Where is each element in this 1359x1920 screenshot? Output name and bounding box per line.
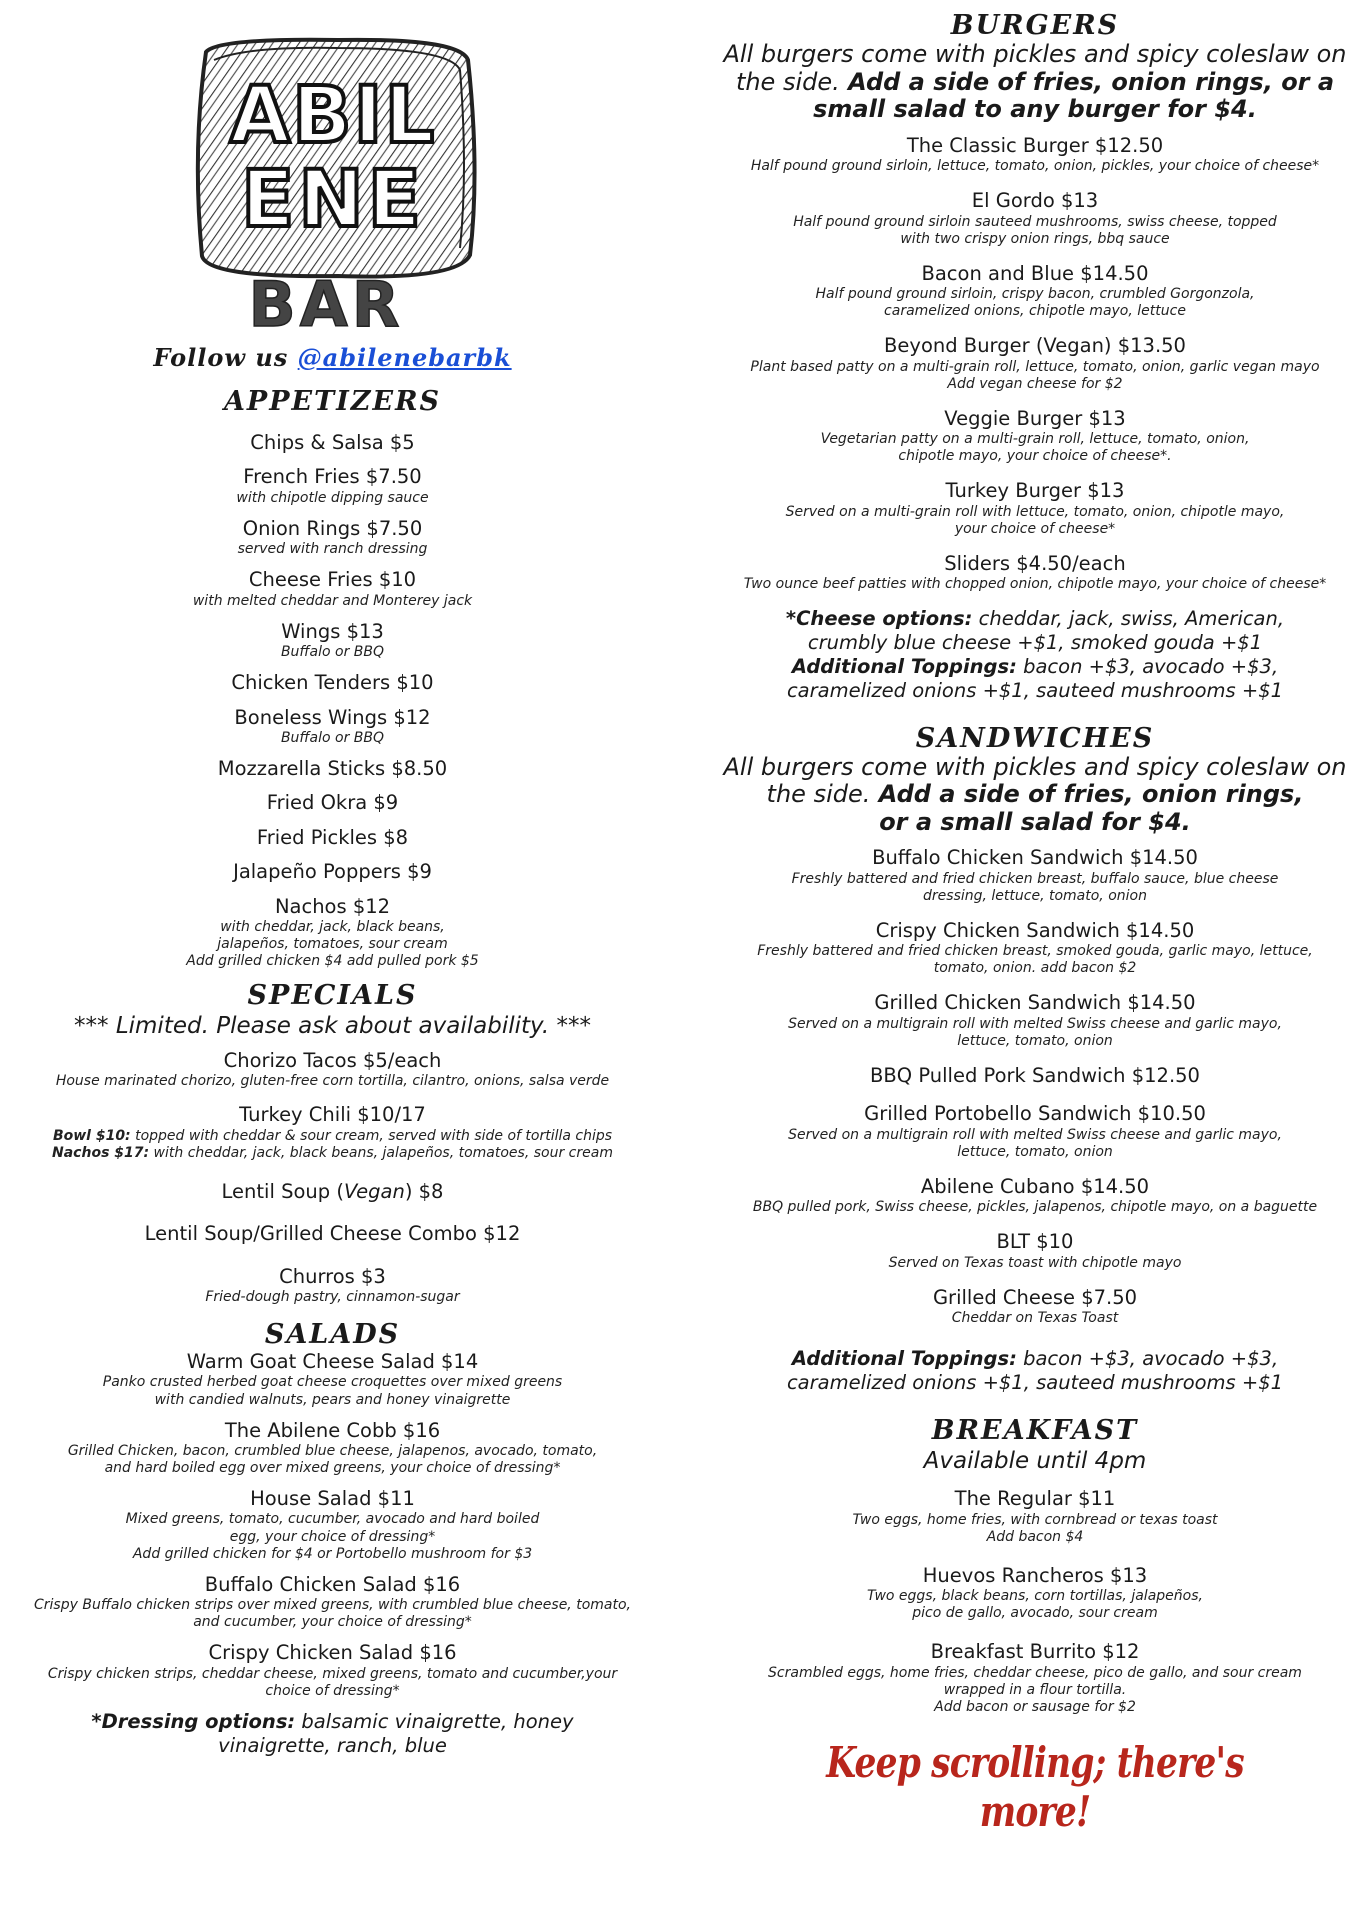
item-name: Grilled Portobello Sandwich $10.50 [864, 1102, 1206, 1126]
item-description: Crispy Buffalo chicken strips over mixed greens, with crumbled blue cheese, tomato, and cucumber, your choice of dressing* [34, 1597, 631, 1631]
menu-item [715, 1064, 1355, 1088]
item-name: Veggie Burger $13 [944, 406, 1126, 430]
menu-item [0, 431, 665, 455]
item-description: with cheddar, jack, black beans, jalapeños, tomatoes, sour cream Add grilled chicken $4 add pulled pork $5 [186, 918, 479, 970]
specials-title: SPECIALS [247, 980, 418, 1012]
item-name: Turkey Chili $10/17 [239, 1103, 426, 1127]
specials-section [0, 980, 665, 1306]
breakfast-note: Available until 4pm [923, 1447, 1147, 1474]
cheese-options: *Cheese options: cheddar, jack, swiss, American, crumbly blue cheese +$1, smoked gouda +$1 Additional Toppings: bacon +$3, avocado +$3, caramelized onions +$1, sauteed mushrooms +$1 [785, 607, 1285, 702]
menu-item [715, 846, 1355, 905]
menu-item [715, 1640, 1355, 1716]
item-name: Crispy Chicken Salad $16 [208, 1641, 457, 1665]
menu-item [715, 189, 1355, 248]
sandwiches-section [715, 723, 1355, 1395]
item-name: Huevos Rancheros $13 [922, 1563, 1148, 1587]
item-name: The Regular $11 [954, 1487, 1116, 1511]
item-description: Freshly battered and fried chicken breast, smoked gouda, garlic mayo, lettuce, tomato, onion. add bacon $2 [757, 943, 1313, 977]
item-name: Lentil Soup/Grilled Cheese Combo $12 [144, 1222, 521, 1246]
item-name: Mozzarella Sticks $8.50 [217, 757, 448, 781]
menu-item [0, 1350, 665, 1409]
item-description: Mixed greens, tomato, cucumber, avocado and hard boiled egg, your choice of dressing* Add grilled chicken for $4 or Portobello mushroom for $3 [125, 1511, 540, 1562]
menu-item [715, 479, 1355, 538]
breakfast-title: BREAKFAST [931, 1414, 1139, 1446]
burgers-section [715, 10, 1355, 703]
menu-item [0, 671, 665, 695]
burgers-title: BURGERS [950, 10, 1120, 41]
item-name: Sliders $4.50/each [944, 551, 1126, 575]
item-description: Two ounce beef patties with chopped onion, chipotle mayo, your choice of cheese* [743, 576, 1327, 593]
item-name: Abilene Cubano $14.50 [920, 1174, 1150, 1198]
item-name: The Abilene Cobb $16 [224, 1418, 441, 1442]
salads-title: SALADS [264, 1319, 401, 1350]
item-description: Grilled Chicken, bacon, crumbled blue cheese, jalapenos, avocado, tomato, and hard boiled egg over mixed greens, your choice of dressing* [67, 1442, 598, 1477]
nachos-text: with cheddar, jack, black beans, jalapeños, tomatoes, sour cream [149, 1144, 613, 1161]
item-name: Grilled Cheese $7.50 [932, 1285, 1138, 1309]
item-name: The Classic Burger $12.50 [906, 133, 1164, 157]
item-description: House marinated chorizo, gluten-free corn tortilla, cilantro, onions, salsa verde [55, 1073, 610, 1090]
abilene-bar-logo [188, 30, 478, 335]
menu-item [0, 568, 665, 609]
item-description: Buffalo or BBQ [280, 644, 385, 661]
menu-item [715, 1487, 1355, 1546]
item-name: Fried Okra $9 [266, 791, 399, 815]
bowl-label: Bowl $10: [52, 1127, 131, 1144]
menu-item [0, 895, 665, 971]
nachos-label: Nachos $17: [52, 1144, 150, 1161]
menu-item [0, 791, 665, 815]
item-description: with melted cheddar and Monterey jack [192, 592, 473, 609]
item-description: Panko crusted herbed goat cheese croquettes over mixed greens with candied walnuts, pears and honey vinaigrette [102, 1374, 563, 1408]
menu-item [715, 991, 1355, 1050]
menu-item [0, 826, 665, 850]
sandwiches-note: All burgers come with pickles and spicy coleslaw on the side. Add a side of fries, onion rings, or a small salad for $4. [723, 752, 1347, 836]
item-name: El Gordo $13 [971, 189, 1099, 213]
item-description: Half pound ground sirloin, crispy bacon, crumbled Gorgonzola, caramelized onions, chipotle mayo, lettuce [815, 286, 1255, 320]
item-name: Chips & Salsa $5 [250, 431, 415, 455]
menu-item [0, 757, 665, 781]
item-name: Chorizo Tacos $5/each [223, 1048, 442, 1072]
sandwiches-title: SANDWICHES [915, 722, 1155, 754]
item-name: Beyond Burger (Vegan) $13.50 [884, 334, 1186, 358]
item-description: Served on Texas toast with chipotle mayo [888, 1254, 1182, 1271]
item-name: Chicken Tenders $10 [231, 671, 434, 695]
sandwich-toppings: Additional Toppings: bacon +$3, avocado +$3, caramelized onions +$1, sauteed mushrooms +$1 [786, 1347, 1284, 1394]
menu-item [0, 1641, 665, 1700]
item-description: Served on a multigrain roll with melted Swiss cheese and garlic mayo, lettuce, tomato, onion [788, 1126, 1282, 1160]
burgers-note: All burgers come with pickles and spicy coleslaw on the side. Add a side of fries, onion rings, or a small salad to any burger for $4. [723, 40, 1347, 124]
item-description: Fried-dough pastry, cinnamon-sugar [205, 1288, 460, 1305]
item-description: Served on a multi-grain roll with lettuce, tomato, onion, chipotle mayo, your choice of cheese* [785, 503, 1285, 537]
item-name: Bacon and Blue $14.50 [921, 261, 1149, 285]
item-description: Freshly battered and fried chicken breast, buffalo sauce, blue cheese dressing, lettuce, tomato, onion [791, 870, 1279, 904]
menu-item [715, 262, 1355, 321]
menu-item [715, 1102, 1355, 1161]
item-name: Churros $3 [279, 1264, 386, 1288]
item-description [0, 1128, 665, 1162]
menu-item [0, 1419, 665, 1478]
item-name: Fried Pickles $8 [256, 825, 409, 849]
appetizers-title: APPETIZERS [223, 386, 442, 417]
salads-list [0, 1350, 665, 1700]
follow-label: Follow us [153, 343, 298, 372]
menu-item [715, 407, 1355, 466]
menu-item [0, 1487, 665, 1563]
left-column [0, 0, 665, 1771]
logo-line-2: ENE [240, 155, 425, 245]
menu-item [715, 1564, 1355, 1623]
menu-item [715, 1175, 1355, 1216]
item-name: Boneless Wings $12 [234, 705, 431, 729]
item-name: Breakfast Burrito $12 [930, 1640, 1140, 1664]
menu-item [715, 134, 1355, 175]
menu-item [715, 1286, 1355, 1327]
item-description: Cheddar on Texas Toast [951, 1310, 1119, 1327]
item-name: Wings $13 [281, 619, 384, 643]
menu-item [715, 552, 1355, 593]
menu-item [0, 620, 665, 661]
appetizers-section [0, 386, 665, 970]
item-name: Crispy Chicken Sandwich $14.50 [875, 918, 1195, 942]
specials-note: *** Limited. Please ask about availability. *** [74, 1013, 591, 1040]
item-description: Scrambled eggs, home fries, cheddar cheese, pico de gallo, and sour cream wrapped in a flour tortilla. Add bacon or sausage for $2 [768, 1664, 1302, 1715]
item-name: House Salad $11 [250, 1487, 415, 1511]
breakfast-list [715, 1487, 1355, 1716]
item-description: Buffalo or BBQ [280, 729, 385, 746]
item-name: Cheese Fries $10 [248, 568, 417, 592]
item-name: Lentil Soup (Vegan) $8 [221, 1179, 444, 1203]
item-name: Jalapeño Poppers $9 [233, 860, 432, 884]
item-description: Served on a multigrain roll with melted Swiss cheese and garlic mayo, lettuce, tomato, onion [788, 1015, 1282, 1049]
item-name: BLT $10 [996, 1230, 1074, 1254]
menu-item [0, 1180, 665, 1204]
item-description: served with ranch dressing [237, 541, 428, 558]
menu-item [0, 465, 665, 506]
item-name: Nachos $12 [274, 894, 391, 918]
burgers-list [715, 134, 1355, 594]
item-name: Onion Rings $7.50 [242, 516, 423, 540]
breakfast-section [715, 1415, 1355, 1716]
item-name: Turkey Burger $13 [945, 479, 1125, 503]
item-name: Warm Goat Cheese Salad $14 [186, 1350, 479, 1374]
item-name: Buffalo Chicken Sandwich $14.50 [872, 846, 1198, 870]
bowl-text: topped with cheddar & sour cream, served with side of tortilla chips [130, 1127, 613, 1144]
item-name: Buffalo Chicken Salad $16 [204, 1572, 461, 1596]
item-description: BBQ pulled pork, Swiss cheese, pickles, jalapenos, chipotle mayo, on a baguette [752, 1199, 1318, 1216]
instagram-handle-link[interactable]: @abilenebarbk [297, 343, 512, 372]
right-column [715, 0, 1355, 1836]
follow-us [0, 343, 665, 372]
menu-item [0, 1573, 665, 1632]
item-description: Plant based patty on a multi-grain roll, lettuce, tomato, onion, garlic vegan mayo Add vegan cheese for $2 [750, 358, 1320, 392]
menu-item [0, 1103, 665, 1162]
menu-item [715, 919, 1355, 978]
item-name: French Fries $7.50 [243, 465, 422, 489]
item-description: Vegetarian patty on a multi-grain roll, lettuce, tomato, onion, chipotle mayo, your choice of cheese*. [820, 431, 1250, 465]
appetizers-list [0, 431, 665, 970]
logo-line-1: ABIL [229, 71, 436, 161]
item-name: Grilled Chicken Sandwich $14.50 [874, 991, 1196, 1015]
item-description: Half pound ground sirloin sauteed mushrooms, swiss cheese, topped with two crispy onion rings, bbq sauce [793, 213, 1277, 247]
item-description: with chipotle dipping sauce [236, 489, 429, 506]
dressing-options: *Dressing options: balsamic vinaigrette, honey vinaigrette, ranch, blue [91, 1709, 574, 1757]
item-description: Half pound ground sirloin, lettuce, tomato, onion, pickles, your choice of cheese* [750, 158, 1320, 175]
menu-item [715, 334, 1355, 393]
menu-item [0, 1222, 665, 1246]
menu-item [0, 1265, 665, 1306]
menu-item [0, 1049, 665, 1090]
sandwiches-list [715, 846, 1355, 1327]
item-description: Crispy chicken strips, cheddar cheese, mixed greens, tomato and cucumber,your choice of dressing* [47, 1665, 618, 1699]
logo-line-3: BAR [248, 268, 403, 335]
item-description: Two eggs, home fries, with cornbread or texas toast Add bacon $4 [852, 1511, 1218, 1545]
menu-item [715, 1230, 1355, 1271]
keep-scrolling-banner: Keep scrolling; there's more! [826, 1738, 1244, 1837]
salads-section [0, 1319, 665, 1757]
menu-item [0, 517, 665, 558]
item-description: Two eggs, black beans, corn tortillas, jalapeños, pico de gallo, avocado, sour cream [867, 1588, 1203, 1622]
menu-item [0, 860, 665, 884]
menu-item [0, 706, 665, 747]
item-name: BBQ Pulled Pork Sandwich $12.50 [870, 1063, 1200, 1087]
